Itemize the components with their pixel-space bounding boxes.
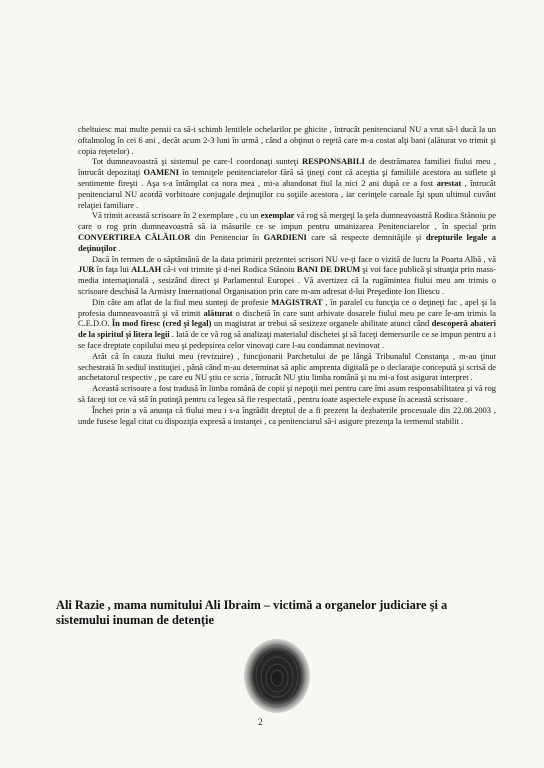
page-number: 2 bbox=[258, 718, 263, 728]
letter-paragraph: Dacă în termen de o săptămână de la data primirii prezentei scrisori NU ve-ţi face o vizită de lucru la Poarta Albă , vă JUR în faţa lui ALLAH că-i voi trimite şi d-nei Rodica Stănoiu BANI DE DRUM şi voi face publică şi situaţia prin mass-media internaţională , sesizând direct şi Parlamentul Europei . Vă avertizez că la rugămintea fiului meu am trimis o scrisoare deschisă la Armisty International Organisation prin care m-am adresat d-lui Preşedinte Ion Iliescu . bbox=[78, 253, 496, 296]
letter-paragraph: Arăt că în cauza fiului meu (revizuire) , funcţionarii Parchetului de pe lângă Tribunalul Constanţa , m-au ţinut sechestrată în sediul instituţiei , până când m-au determinat să aplic amprenta digitală pe o declaraţie concepută şi scrisă de anchetatorul respectiv , pe care eu NU ştiu ce scria , întrucât NU ştiu limba română şi nu mi-a fost asigurat interpret . bbox=[78, 350, 496, 383]
letter-paragraph: Această scrisoare a fost tradusă în limba română de copii şi nepoţii mei pentru care îmi asum responsabilitatea şi vă rog să faceţi tot ce vă stă în putinţă pentru ca legea să fie respectată , pentru toate aspectele expuse în această scrisoare . bbox=[78, 383, 496, 404]
letter-paragraph: Vă trimit această scrisoare în 2 exemplare , cu un exemplar vă rog să mergeţi la şefa dumneavoastră Rodica Stănoiu pe care o rog prin dumneavoastră să ia măsurile ce se impun pentru umanizarea Penitenciarelor , în special prin CONVERTIREA CĂLĂILOR din Penitenciar în GARDIENI care să respecte demnităţile şi drepturile legale a deţinuţilor . bbox=[78, 210, 496, 253]
letter-body bbox=[78, 124, 496, 426]
thumbprint-image bbox=[238, 636, 316, 716]
signature-line-2: sistemului inuman de detenţie bbox=[56, 613, 214, 627]
letter-paragraph: Din câte am aflat de la fiul meu sunteţi de profesie MAGISTRAT , în paralel cu funcţia ce o deţineţi fac , apel şi la profesia dumneavoastră şi vă trimit alăturat o dischetă în care sunt arhivate dosarele fiului meu pe care le-am trimis la C.E.D.O. În mod firesc (cred şi legal) un magistrat ar trebui să sesizeze organele abilitate atunci când descoperă abateri de la spiritul şi litera legii . Iată de ce vă rog să analizaţi materialul dischetei şi să faceţi demersurile ce se impun pentru a i se face dreptate copilului meu şi pedepsirea celor vinovaţi care l-au condamnat nevinovat . bbox=[78, 296, 497, 350]
letter-paragraph: cheltuiesc mai multe pensii ca să-i schimb lentilele ochelarilor pe ghicite , întrucât penitenciarul NU a vrut să-l ducă la un oftalmolog în cei 6 ani , decât acum 2-3 luni în urmă , când a obţinut o reţetă care m-a costat alţi bani (alăturat vo trimit şi copia reţetelor) . bbox=[78, 124, 496, 156]
signature-block bbox=[56, 598, 526, 628]
letter-paragraph: Tot dumneavoastră şi sistemul pe care-l coordonaţi sunteţi RESPONSABILI de destrămarea familiei fiului meu , întrucât depozitaţi OAMENI în temniţele penitenciarelor fără să ţineţi cont că aceştia şi familiile acestora au suflete şi sentimente fireşti . Aşa s-a întâmplat ca nora mea , mi-a abandonat fiul la nici 2 ani după ce a fost arestat , întrucât penitenciarul NU acordă vorbitoare conjugale deţinuţilor cu soţiile acestora , iar cerinţele carnale îşi spun ultimul cuvânt relaţiei familiare . bbox=[78, 156, 496, 210]
signature-line-1: Ali Razie , mama numitului Ali Ibraim – victimă a organelor judiciare şi a bbox=[56, 598, 448, 612]
letter-paragraph: Închei prin a vă anunţa că fiului meu i s-a îngrădit dreptul de a fi prezent la dezbaterile procesuale din 22.08.2003 , unde fusese legal citat cu dispoziţia expresă a instanţei , ca penitenciarul să-i asigure prezenţa la termenul stabilit . bbox=[78, 404, 496, 426]
